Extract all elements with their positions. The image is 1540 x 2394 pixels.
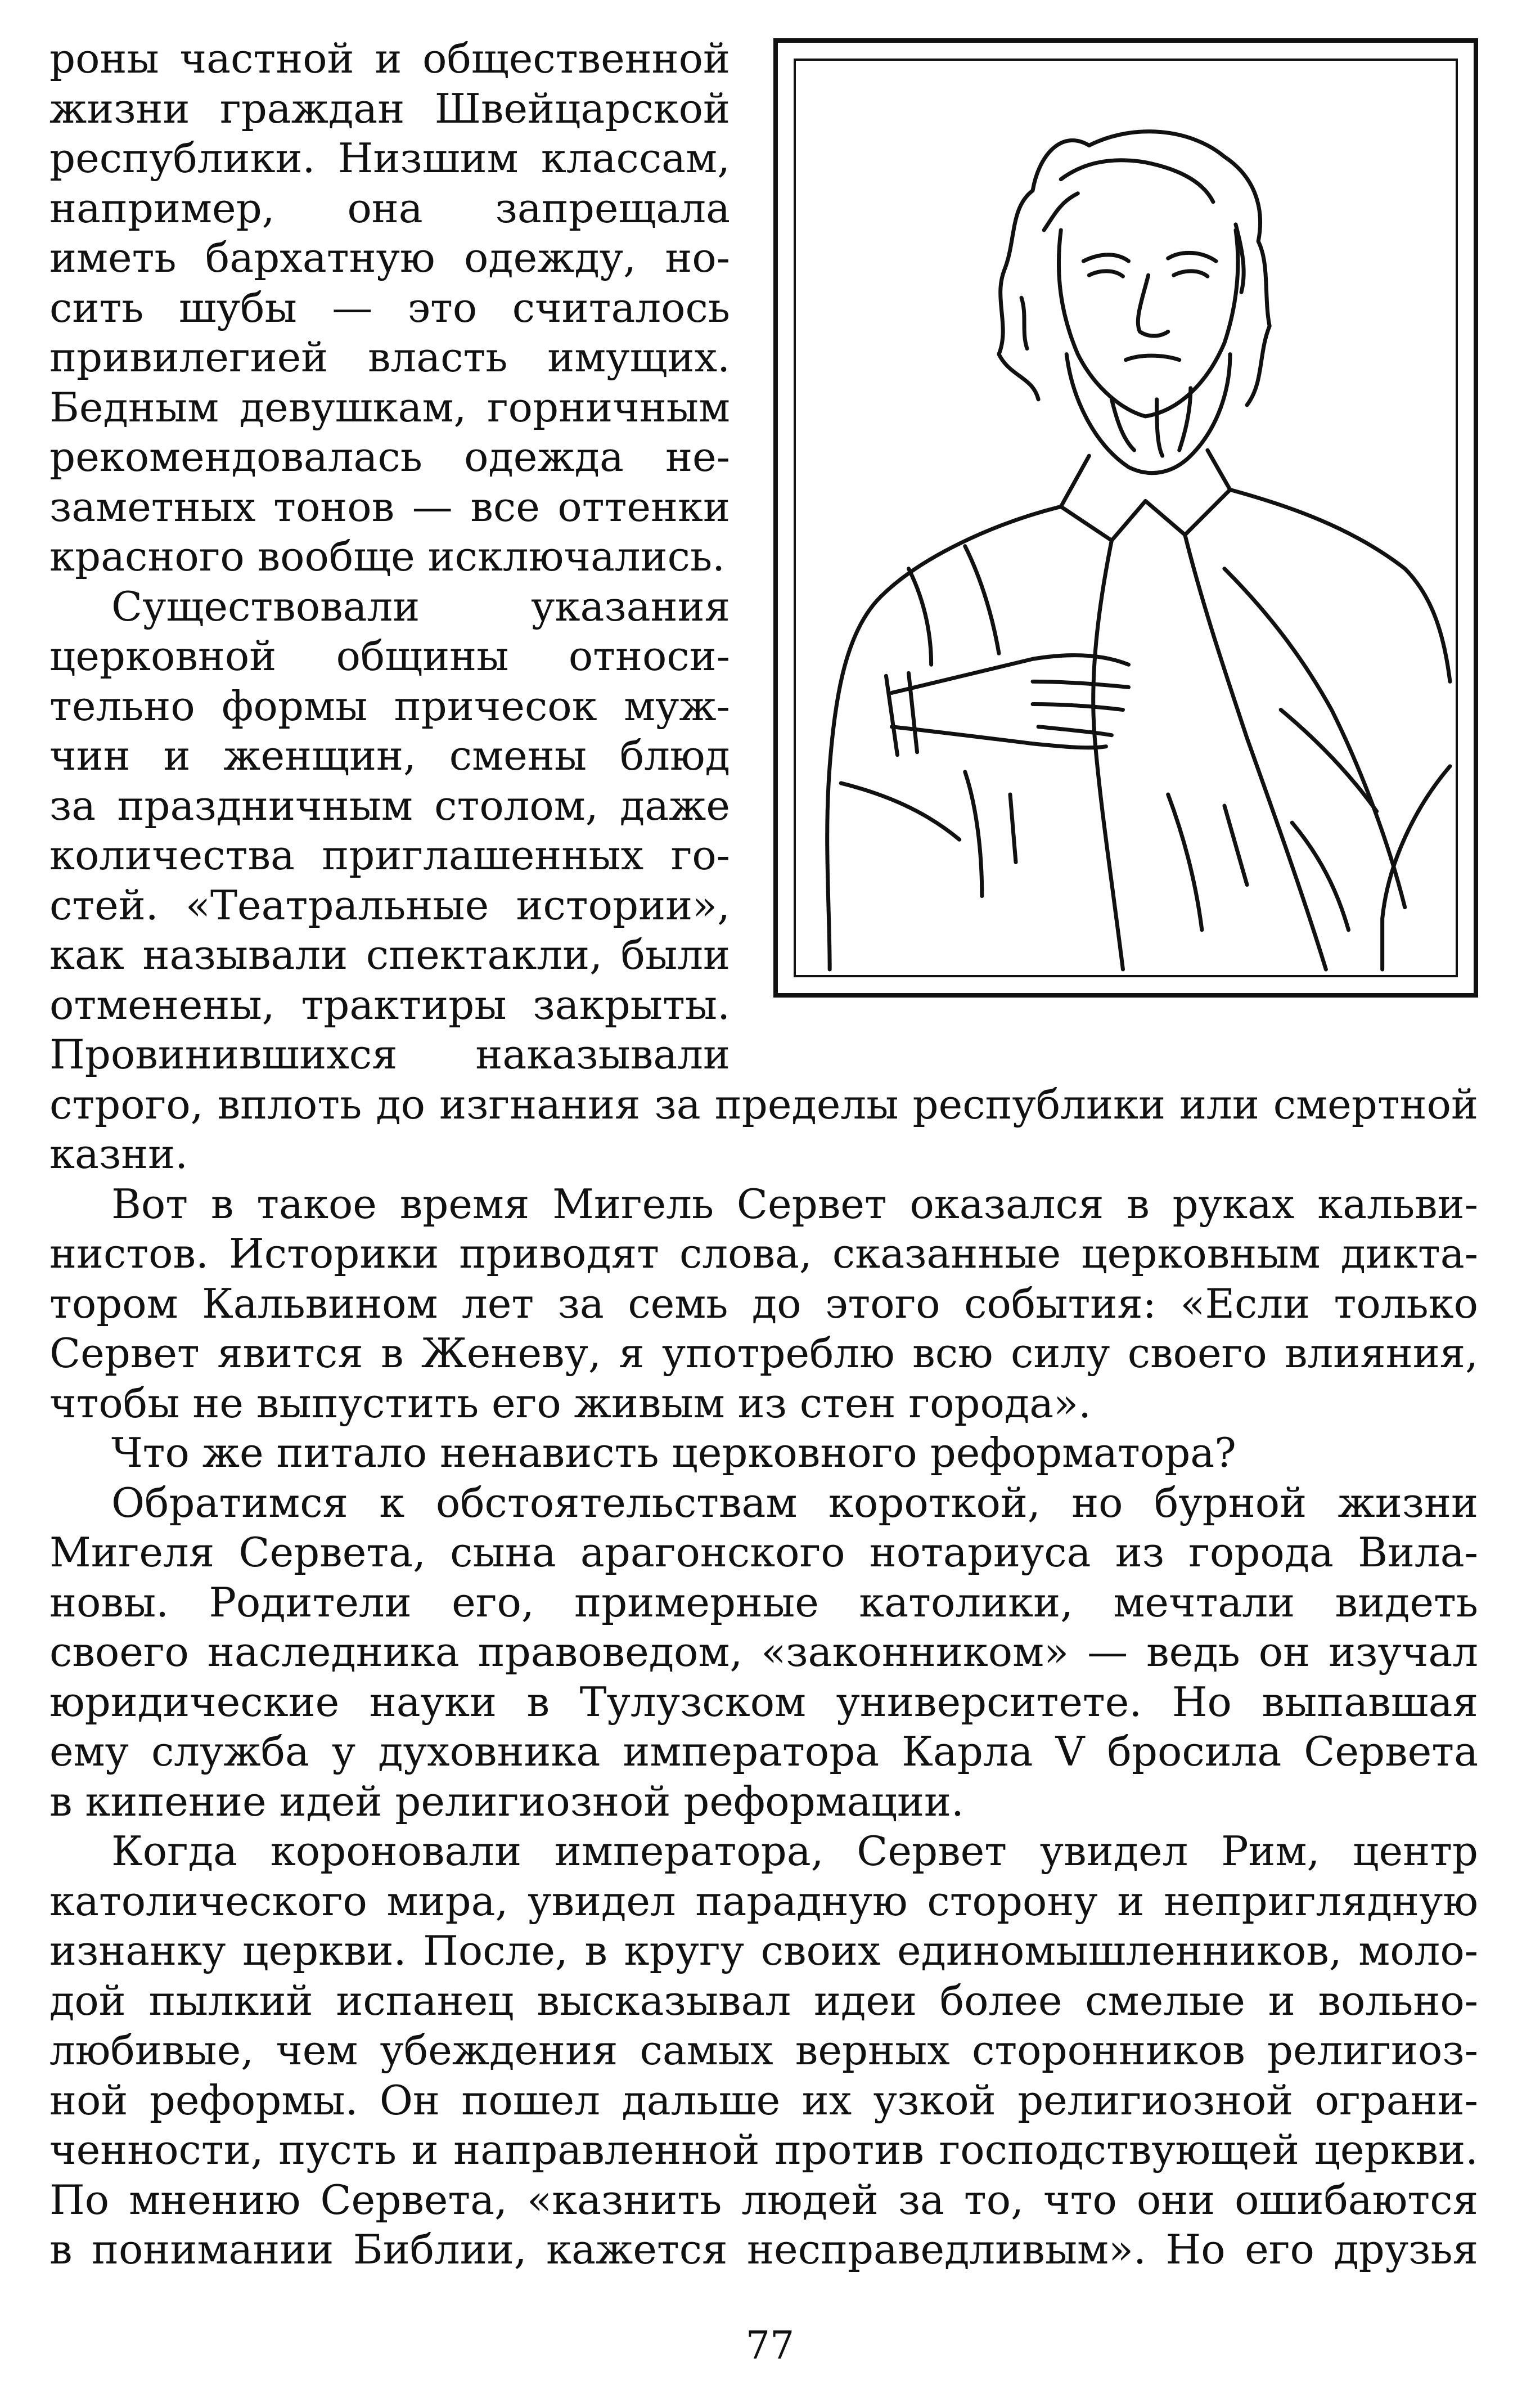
text-line: любивые, чем убеждения самых верных сторонников религиоз- [49,2027,1478,2074]
text-line: за праздничным столом, даже [49,781,730,829]
text-line: казни. [49,1130,188,1178]
page-number: 77 [745,2324,795,2368]
text-line: Вот в такое время Мигель Сервет оказался в руках кальви- [111,1180,1478,1228]
text-line: изнанку церкви. После, в кругу своих единомышленников, моло- [49,1927,1478,1974]
text-line: ной реформы. Он пошел дальше их узкой религиозной ограни- [49,2076,1478,2124]
text-line: Существовали указания [111,582,730,630]
text-line: например, она запрещала [49,184,730,232]
text-line: По мнению Сервета, «казнить людей за то, что они ошибаются [49,2176,1478,2224]
text-line: церковной общины относи- [49,632,730,680]
text-line: красного вообще исключались. [49,533,726,580]
text-line: Бедным девушкам, горничным [49,383,730,431]
text-line: нистов. Историки приводят слова, сказанные церковным дикта- [49,1230,1478,1277]
text-line: Обратимся к обстоятельствам короткой, но бурной жизни [111,1479,1478,1526]
text-line: республики. Низшим классам, [49,134,730,182]
text-line: Мигеля Сервета, сына арагонского нотариуса из города Вила- [49,1529,1478,1576]
text-line: тельно формы причесок муж- [49,682,730,730]
text-line: католического мира, увидел парадную сторону и неприглядную [49,1877,1478,1925]
text-line: привилегией власть имущих. [49,334,730,381]
text-line: отменены, трактиры закрыты. [49,981,730,1028]
text-line: чтобы не выпустить его живым из стен города». [49,1379,1092,1427]
text-line: Сервет явится в Женеву, я употреблю всю силу своего влияния, [49,1329,1478,1377]
text-line: дой пылкий испанец высказывал идеи более смелые и вольно- [49,1977,1478,2024]
text-line: сить шубы — это считалось [49,284,730,331]
text-line: Провинившихся наказывали [49,1031,730,1078]
text-line: своего наследника правоведом, «законником» — ведь он изучал [49,1628,1478,1676]
text-line: ему служба у духовника императора Карла V бросила Сервета [49,1728,1478,1775]
text-line: как называли спектакли, были [49,931,730,978]
text-line: жизни граждан Швейцарской [49,84,730,132]
text-line: Когда короновали императора, Сервет увидел Рим, центр [111,1827,1478,1875]
text-line: Что же питало ненависть церковного реформатора? [111,1429,1236,1476]
page-body-text [49,34,1478,2275]
text-line: заметных тонов — все оттенки [49,483,730,531]
text-line: ченности, пусть и направленной против господствующей церкви. [49,2126,1478,2173]
portrait-space [747,34,1478,1035]
text-line: стей. «Театральные истории», [49,881,730,929]
text-line: новы. Родители его, примерные католики, мечтали видеть [49,1578,1478,1626]
text-line: юридические науки в Тулузском университете. Но выпавшая [49,1678,1478,1726]
text-line: строго, вплоть до изгнания за пределы республики или смертной [49,1080,1478,1128]
text-line: тором Кальвином лет за семь до этого события: «Если только [49,1279,1478,1327]
text-line: количества приглашенных го- [49,832,730,879]
text-line: роны частной и общественной [49,35,730,82]
text-line: в кипение идей религиозной реформации. [49,1777,964,1825]
text-line: иметь бархатную одежду, но- [49,234,730,281]
text-line: чин и женщин, смены блюд [49,732,730,779]
text-line: в понимании Библии, кажется несправедливым». Но его друзья [49,2226,1478,2273]
text-line: рекомендовалась одежда не- [49,433,730,480]
